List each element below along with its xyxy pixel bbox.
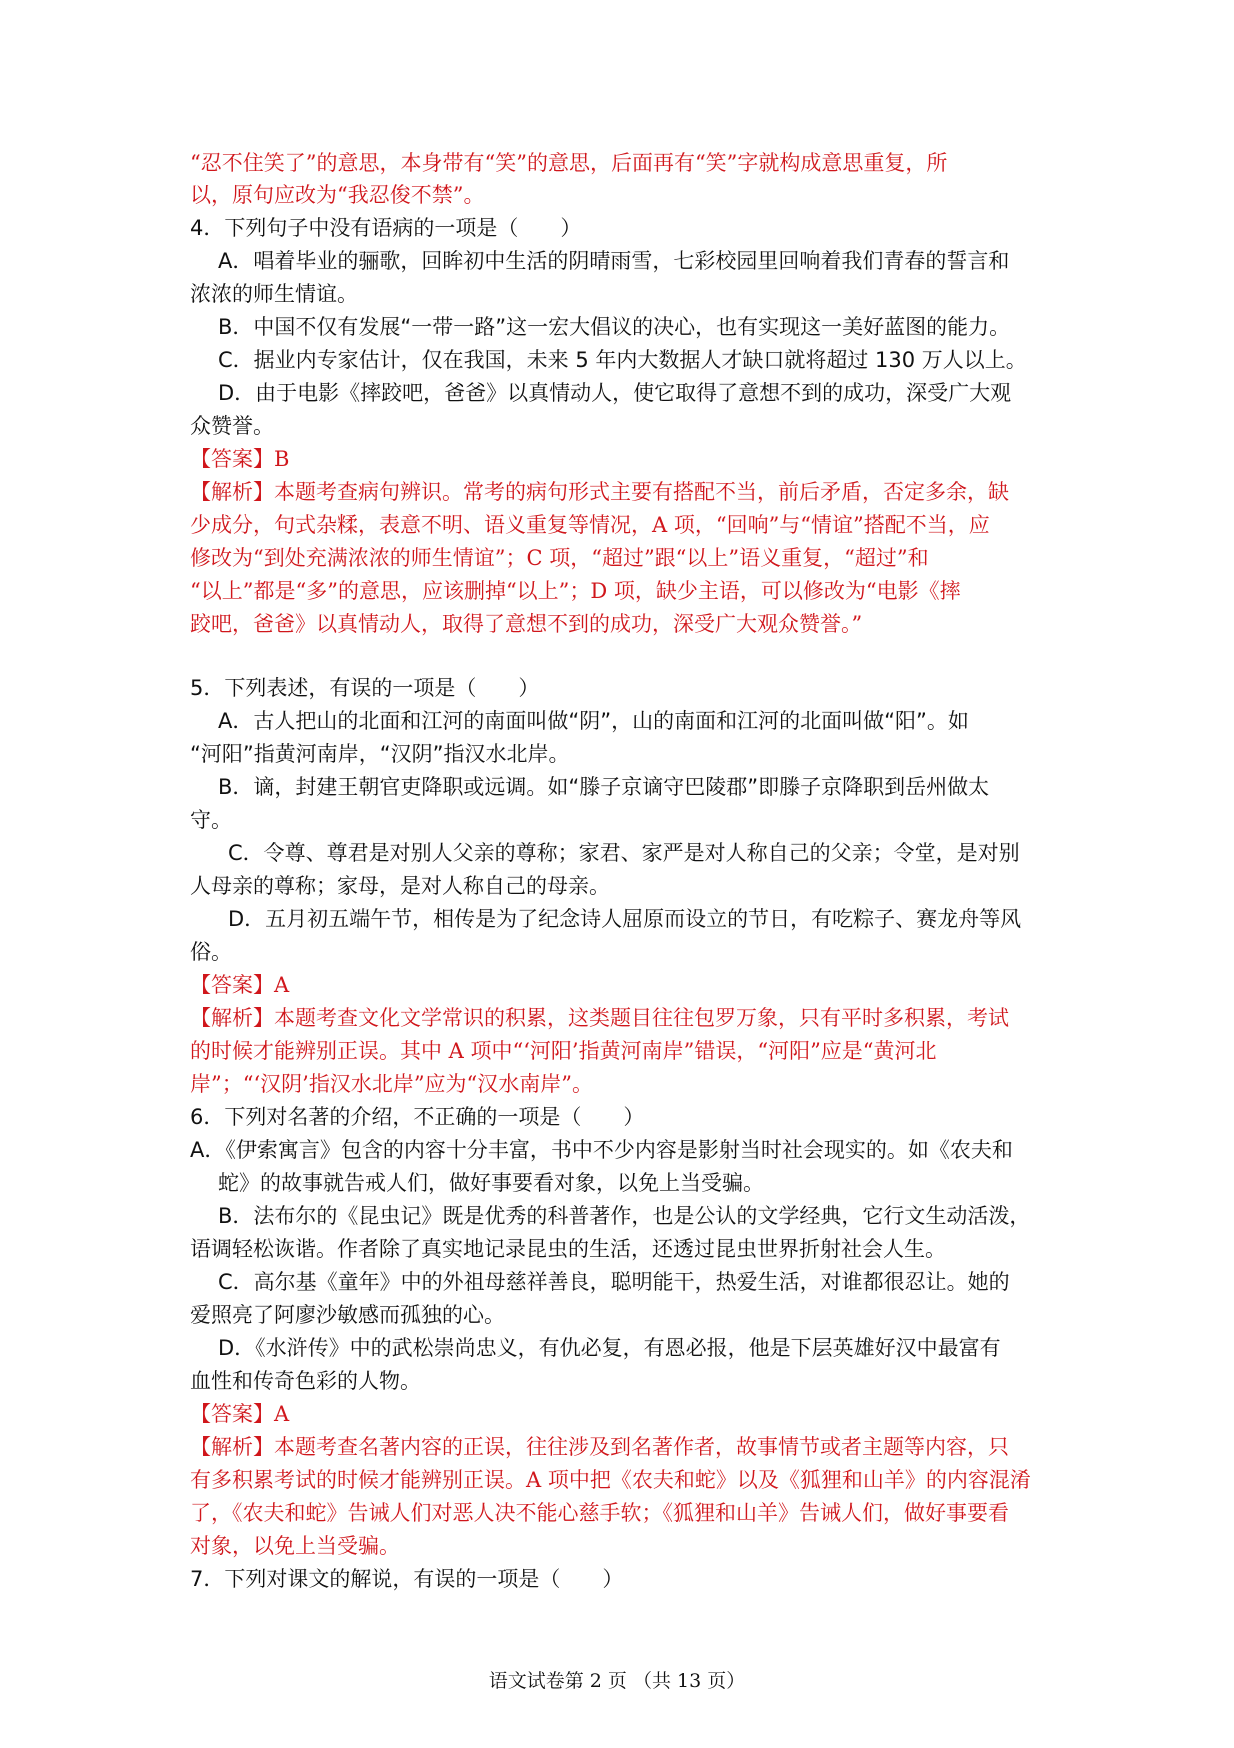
- q4-option-a: A．唱着毕业的骊歌，回眸初中生活的阴晴雨雪，七彩校园里回响着我们青春的誓言和: [218, 249, 1010, 273]
- q6-option-c-cont: 爱照亮了阿廖沙敏感而孤独的心。: [190, 1303, 505, 1327]
- q6-answer: 【答案】A: [190, 1402, 290, 1426]
- q5-stem: 5．下列表述，有误的一项是（ ）: [190, 676, 540, 700]
- q4-analysis-line: 【解析】本题考查病句辨识。常考的病句形式主要有搭配不当，前后矛盾，否定多余，缺: [190, 480, 1009, 504]
- prev-analysis-line: “忍不住笑了”的意思，本身带有“笑”的意思，后面再有“笑”字就构成意思重复，所: [190, 151, 948, 175]
- q4-option-d: D．由于电影《摔跤吧，爸爸》以真情动人，使它取得了意想不到的成功，深受广大观: [218, 381, 1012, 405]
- q5-option-c: C．令尊、尊君是对别人父亲的尊称；家君、家严是对人称自己的父亲；令堂，是对别: [228, 841, 1020, 865]
- q5-analysis-line: 【解析】本题考查文化文学常识的积累，这类题目往往包罗万象，只有平时多积累，考试: [190, 1006, 1009, 1030]
- q5-answer: 【答案】A: [190, 973, 290, 997]
- q6-option-d-cont: 血性和传奇色彩的人物。: [190, 1369, 421, 1393]
- q6-analysis-line: 了，《农夫和蛇》告诫人们对恶人决不能心慈手软；《狐狸和山羊》告诫人们，做好事要看: [190, 1501, 1009, 1525]
- q4-analysis-line: 少成分，句式杂糅，表意不明、语义重复等情况，A 项，“回响”与“情谊”搭配不当，应: [190, 513, 990, 537]
- q4-option-b: B．中国不仅有发展“一带一路”这一宏大倡议的决心，也有实现这一美好蓝图的能力。: [218, 315, 1011, 339]
- q4-analysis-line: “以上”都是“多”的意思，应该删掉“以上”；D 项，缺少主语，可以修改为“电影《摔: [190, 579, 961, 603]
- q6-option-a: A．《伊索寓言》包含的内容十分丰富，书中不少内容是影射当时社会现实的。如《农夫和: [190, 1138, 1013, 1162]
- prev-analysis-line: 以，原句应改为“我忍俊不禁”。: [190, 183, 485, 207]
- q5-option-b-cont: 守。: [190, 808, 232, 832]
- q4-analysis-line: 修改为“到处充满浓浓的师生情谊”；C 项，“超过”跟“以上”语义重复，“超过”和: [190, 546, 929, 570]
- q5-option-b: B．谪，封建王朝官吏降职或远调。如“滕子京谪守巴陵郡”即滕子京降职到岳州做太: [218, 775, 990, 799]
- q5-option-c-cont: 人母亲的尊称；家母，是对人称自己的母亲。: [190, 874, 610, 898]
- q4-stem: 4．下列句子中没有语病的一项是（ ）: [190, 216, 582, 240]
- q5-analysis-line: 岸”；“‘汉阴’指汉水北岸”应为“汉水南岸”。: [190, 1072, 594, 1096]
- q6-stem: 6．下列对名著的介绍，不正确的一项是（ ）: [190, 1105, 645, 1129]
- q5-option-d-cont: 俗。: [190, 940, 232, 964]
- q7-stem: 7．下列对课文的解说，有误的一项是（ ）: [190, 1567, 624, 1591]
- q5-option-a: A．古人把山的北面和江河的南面叫做“阴”，山的南面和江河的北面叫做“阳”。如: [218, 709, 969, 733]
- q5-option-a-cont: “河阳”指黄河南岸，“汉阴”指汉水北岸。: [190, 742, 570, 766]
- q5-option-d: D．五月初五端午节，相传是为了纪念诗人屈原而设立的节日，有吃粽子、赛龙舟等风: [228, 907, 1022, 931]
- q6-analysis-line: 【解析】本题考查名著内容的正误，往往涉及到名著作者，故事情节或者主题等内容，只: [190, 1435, 1009, 1459]
- q4-option-d-cont: 众赞誉。: [190, 414, 274, 438]
- q6-option-d: D．《水浒传》中的武松崇尚忠义，有仇必复，有恩必报，他是下层英雄好汉中最富有: [218, 1336, 1001, 1360]
- q6-analysis-line: 对象，以免上当受骗。: [190, 1534, 400, 1558]
- q6-analysis-line: 有多积累考试的时候才能辨别正误。A 项中把《农夫和蛇》以及《狐狸和山羊》的内容混淆: [190, 1468, 1031, 1492]
- q4-option-c: C．据业内专家估计，仅在我国，未来 5 年内大数据人才缺口就将超过 130 万人以上。: [218, 348, 1027, 372]
- q6-option-b-cont: 语调轻松诙谐。作者除了真实地记录昆虫的生活，还透过昆虫世界折射社会人生。: [190, 1237, 946, 1261]
- q4-answer: 【答案】B: [190, 447, 290, 471]
- q4-analysis-line: 跤吧，爸爸》以真情动人，取得了意想不到的成功，深受广大观众赞誉。”: [190, 612, 863, 636]
- q6-option-b: B．法布尔的《昆虫记》既是优秀的科普著作，也是公认的文学经典，它行文生动活泼，: [218, 1204, 1031, 1228]
- q4-option-a-cont: 浓浓的师生情谊。: [190, 282, 358, 306]
- q5-analysis-line: 的时候才能辨别正误。其中 A 项中“‘河阳’指黄河南岸”错误，“河阳”应是“黄河北: [190, 1039, 937, 1063]
- page-footer: 语文试卷第 2 页 （共 13 页）: [488, 1670, 746, 1692]
- q6-option-c: C．高尔基《童年》中的外祖母慈祥善良，聪明能干，热爱生活，对谁都很忍让。她的: [218, 1270, 1010, 1294]
- q6-option-a-cont: 蛇》的故事就告戒人们，做好事要看对象，以免上当受骗。: [218, 1171, 764, 1195]
